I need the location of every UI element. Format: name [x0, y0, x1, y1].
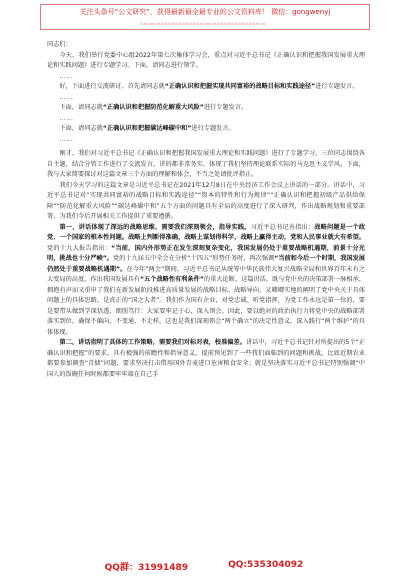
- ellipsis-4: ……: [59, 135, 74, 143]
- text-run: 党的十九届五中全会在分析“十四五”形势任务时，再次强调: [113, 255, 275, 262]
- text-run: “当前，国内外形势正在发生深刻复杂变化，我国发展仍处于重要战略机遇期，前景十分光明，挑战也十分严峻”。: [47, 244, 365, 262]
- qq-group: QQ群：31991489: [104, 563, 189, 573]
- paragraph-summary: 刚才，我们对习近平总书记《正确认识和把握我国发展重大理论和实践问题》进行了专题学习，三位同志围绕各自主题，结合分管工作进行了交流发言，讲的都非常务实，体现了我们坚持理论联系实际的马克思主义学风。下面，我与大家简要探讨对这篇文章三个方面的理解和体会，不当之处请批评指正。: [47, 150, 365, 178]
- paragraph-context: 我们今天学习的这篇文章是习近平总书记在2021年12月8日在中央经济工作会议上讲话的一部分。讲话中，习近平总书记对“实现共同富裕的战略目标和实践途径”“资本的特性和行为规律”“正确认识和把握初级产品供给保障”“防范化解重大风险”“碳达峰碳中和”五个方面的问题具有全局的高度进行了深入研判，作出战略规划和重要部署，为我们今后开展相关工作提供了重要遵循。: [47, 181, 365, 220]
- footer-contact: [0, 560, 408, 576]
- text-run: 进行专题发言。: [203, 104, 248, 111]
- text-run: 进行专题发言。: [315, 83, 359, 90]
- text-run: 在今年“两会”期间，习近平总书记从统筹中华民族伟大复兴战略全局和世界百年未有之大变局的高度，作出我国发展具有: [47, 265, 365, 283]
- paragraph-intro: 今天，我们举行党委中心组2022年第七次集体学习会，重点对习近平总书记《正确认识和把握我国发展重大理论和实践问题》进行专题学习。下面，请同志进行领学。: [47, 51, 365, 69]
- text-run: 战略问题是一个政党、一个国家的根本性问题。战略上判断得准确，战略上谋划得科学，战略上赢得主动，党和人民事业就大有希望。: [47, 223, 366, 241]
- ellipsis-1: ……: [59, 72, 74, 80]
- text-run: “当前和今后一个时期，我国发展仍然处于重要战略机遇期”。: [47, 255, 365, 273]
- text-run: 下面，请同志就: [59, 125, 103, 132]
- text-run: “五个战略性有利条件”: [139, 276, 204, 283]
- topic-carbon-peak: “正确认识和把握碳达峰碳中和”: [102, 125, 192, 132]
- ellipsis-2: ……: [59, 93, 74, 101]
- text-run: 讲话中，习近平总书记针对所提出的5个“正确认识和把握”的要求，具有极强的前瞻性和指导意义，提前预见到了一些我们面临到的问题和挑战，比如近期农业都要参加调查“青储”问题，要求坚决打击借用国外青麦进口危害粮食安全；就是坚决落实习近平总书记特别强调“中国人的饭碗任何时候都要牢牢端在自己手: [47, 339, 365, 378]
- paragraph-speaker-1: [47, 82, 365, 93]
- section-2: [47, 338, 365, 380]
- ellipsis-3: ……: [59, 114, 74, 122]
- paragraph-speaker-2: [47, 103, 365, 114]
- topic-major-risks: “正确认识和把握防范化解重大风险”: [102, 104, 204, 111]
- greeting: 同志们：: [47, 41, 72, 48]
- text-run: 好，下面进行交流研讨。首先请同志就: [59, 83, 165, 90]
- text-run: 进行专题发言。: [191, 125, 235, 132]
- topic-common-prosperity: “正确认识和把握实现共同富裕的战略目标和实践途径”: [164, 83, 316, 90]
- text-run: 党的十九大报告指出：: [47, 244, 112, 252]
- qq-number: QQ:535304092: [228, 560, 304, 570]
- section-2-heading: 第二，讲话指明了具体的工作策略，需要我们对标对表，校准偏差。: [59, 339, 246, 346]
- text-run: 习近平总书记善指出：: [250, 223, 315, 231]
- section-1: [47, 223, 365, 339]
- header-banner: [40, 4, 370, 30]
- text-run: 下面，请同志就: [59, 104, 103, 111]
- text-run: 的重大论断。这篇讲话，既与党中央的决策部署一脉相承，拥抱有声而又重申了我们在新发展阶段推进高质量发展的战略目标、战略导向，又卿卿实地的阐明了党中央关于具体问题上的具体思路，是真正的“国之大者”。我们作为国有企业，对党忠诚、听党指挥，为党工作永远是第一位的，要是要带头做到学深悟透、细照笃行：大家要牢记于心，深入领会。因此，要以绝对的政治执行力将党中央的战略部署落实到位，确保不偏向、不变通、不走样，这也是我们深刻领会“两个确立”的决定性意义、深入践行“两个维护”的具体体现。: [47, 276, 366, 336]
- banner-line-1: 关注头条号“公文研究”，获得最新最全最专业的公文资料库！ 微信：gongwenyj: [79, 8, 331, 16]
- banner-line-2: 。。。。。。。。。。。。。。。。。。。。。。。。。。。。。。。。。。。。: [140, 18, 270, 26]
- document-body: [47, 40, 365, 380]
- paragraph-speaker-3: [47, 124, 365, 135]
- section-1-heading: 第一，讲话体现了深远的战略思维，需要我们深刻领会，指导实践。: [59, 223, 251, 231]
